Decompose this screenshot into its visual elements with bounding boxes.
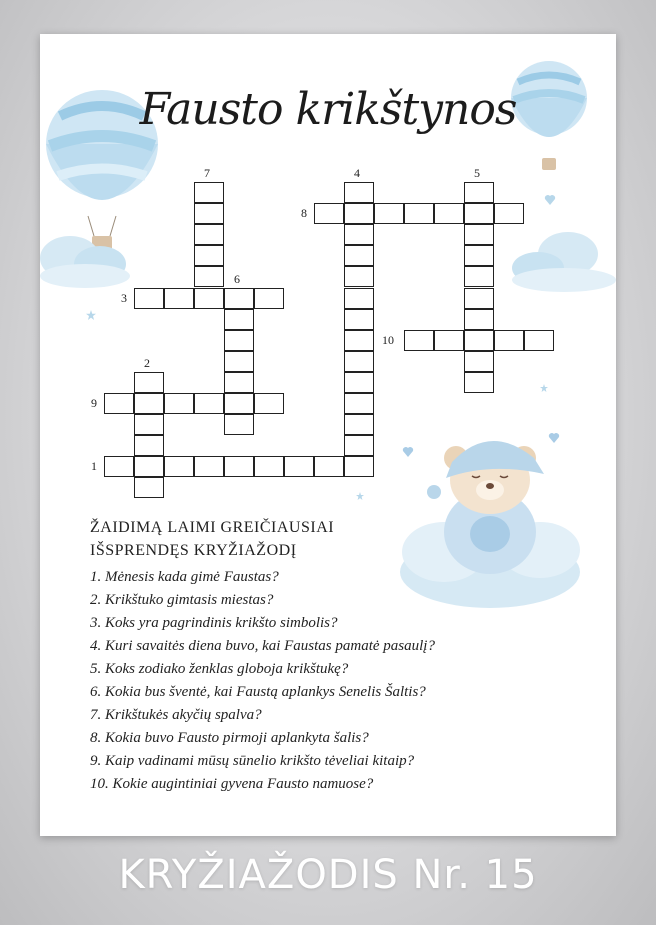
crossword-cell[interactable] <box>464 203 494 224</box>
crossword-cell[interactable] <box>344 330 374 351</box>
clue-number: 6 <box>234 271 240 286</box>
crossword-cell[interactable] <box>344 393 374 414</box>
crossword-cell[interactable] <box>194 266 224 287</box>
crossword-cell[interactable] <box>494 330 524 351</box>
crossword-cell[interactable] <box>134 393 164 414</box>
crossword-cell[interactable] <box>344 288 374 309</box>
crossword-cell[interactable] <box>464 372 494 393</box>
crossword-cell[interactable] <box>464 288 494 309</box>
crossword-cell[interactable] <box>284 456 314 477</box>
crossword-cell[interactable] <box>224 288 254 309</box>
clue-item: 5. Koks zodiako ženklas globoja krikštukę? <box>90 661 349 677</box>
clue-item: 7. Krikštukės akyčių spalva? <box>90 707 262 723</box>
crossword-cell[interactable] <box>344 372 374 393</box>
crossword-cell[interactable] <box>134 456 164 477</box>
crossword-cell[interactable] <box>254 456 284 477</box>
crossword-cell[interactable] <box>224 330 254 351</box>
crossword-cell[interactable] <box>374 203 404 224</box>
clue-item: 2. Krikštuko gimtasis miestas? <box>90 592 274 608</box>
clue-number: 3 <box>121 290 127 305</box>
clue-item: 4. Kuri savaitės diena buvo, kai Faustas pamatė pasaulį? <box>90 638 435 654</box>
crossword-cell[interactable] <box>344 266 374 287</box>
crossword-cell[interactable] <box>224 393 254 414</box>
heart-icon <box>402 446 414 457</box>
crossword-cell[interactable] <box>464 182 494 203</box>
crossword-cell[interactable] <box>344 245 374 266</box>
crossword-cell[interactable] <box>134 414 164 435</box>
star-icon <box>540 384 548 392</box>
clue-list <box>90 566 435 796</box>
crossword-cell[interactable] <box>344 309 374 330</box>
crossword-cell[interactable] <box>224 351 254 372</box>
clue-item: 9. Kaip vadinami mūsų sūnelio krikšto tėveliai kitaip? <box>90 753 415 769</box>
clue-number: 7 <box>204 166 210 180</box>
crossword-cell[interactable] <box>464 309 494 330</box>
crossword-cell[interactable] <box>344 182 374 203</box>
page-title: Fausto krikštynos <box>139 84 517 135</box>
crossword-cell[interactable] <box>464 330 494 351</box>
crossword-cell[interactable] <box>434 330 464 351</box>
crossword-cell[interactable] <box>164 288 194 309</box>
crossword-cell[interactable] <box>224 372 254 393</box>
crossword-cell[interactable] <box>344 435 374 456</box>
crossword-cell[interactable] <box>344 203 374 224</box>
crossword-cell[interactable] <box>134 372 164 393</box>
crossword-cell[interactable] <box>254 288 284 309</box>
crossword-cell[interactable] <box>164 393 194 414</box>
crossword-cell[interactable] <box>254 393 284 414</box>
crossword-cell[interactable] <box>134 477 164 498</box>
crossword-cell[interactable] <box>494 203 524 224</box>
instructions-heading <box>90 516 334 562</box>
crossword-cell[interactable] <box>164 456 194 477</box>
clue-item: 10. Kokie augintiniai gyvena Fausto namuose? <box>90 776 374 792</box>
clue-item: 3. Koks yra pagrindinis krikšto simbolis? <box>90 615 338 631</box>
clue-item: 6. Kokia bus šventė, kai Faustą aplankys Senelis Šaltis? <box>90 684 426 700</box>
crossword-cell[interactable] <box>104 456 134 477</box>
clue-number: 4 <box>354 166 360 180</box>
crossword-cell[interactable] <box>224 414 254 435</box>
clue-number: 2 <box>144 355 150 370</box>
crossword-cell[interactable] <box>194 393 224 414</box>
crossword-cell[interactable] <box>194 224 224 245</box>
cloud-left-icon <box>40 226 135 288</box>
clue-number: 5 <box>474 166 480 180</box>
crossword-cell[interactable] <box>134 288 164 309</box>
crossword-cell[interactable] <box>224 456 254 477</box>
crossword-cell[interactable] <box>194 245 224 266</box>
footer-label: KRYŽIAŽODIS Nr. 15 <box>118 852 538 898</box>
crossword-cell[interactable] <box>524 330 554 351</box>
clue-item: 1. Mėnesis kada gimė Faustas? <box>90 569 279 585</box>
crossword-cell[interactable] <box>464 266 494 287</box>
crossword-cell[interactable] <box>194 182 224 203</box>
heart-icon <box>544 194 556 205</box>
crossword-cell[interactable] <box>314 203 344 224</box>
crossword-cell[interactable] <box>134 435 164 456</box>
crossword-cell[interactable] <box>194 203 224 224</box>
crossword-cell[interactable] <box>104 393 134 414</box>
star-icon <box>356 492 364 500</box>
crossword-cell[interactable] <box>344 456 374 477</box>
crossword-cell[interactable] <box>194 456 224 477</box>
star-icon <box>86 310 96 320</box>
clue-item: 8. Kokia buvo Fausto pirmoji aplankyta šalis? <box>90 730 369 746</box>
clue-number: 8 <box>301 206 307 221</box>
crossword-cell[interactable] <box>344 351 374 372</box>
crossword-cell[interactable] <box>434 203 464 224</box>
instructions-heading-line: IŠSPRENDĘS KRYŽIAŽODĮ <box>90 542 297 559</box>
crossword-cell[interactable] <box>404 203 434 224</box>
crossword-cell[interactable] <box>464 351 494 372</box>
crossword-cell[interactable] <box>344 414 374 435</box>
crossword-cell[interactable] <box>194 288 224 309</box>
crossword-cell[interactable] <box>344 224 374 245</box>
crossword-cell[interactable] <box>314 456 344 477</box>
instructions-heading-line: ŽAIDIMĄ LAIMI GREIČIAUSIAI <box>90 519 335 536</box>
crossword-cell[interactable] <box>224 309 254 330</box>
crossword-cell[interactable] <box>464 224 494 245</box>
heart-icon <box>548 432 560 443</box>
cloud-right-icon <box>508 228 616 292</box>
crossword-cell[interactable] <box>464 245 494 266</box>
clue-number: 10 <box>382 332 394 347</box>
clue-number: 9 <box>91 396 97 410</box>
crossword-cell[interactable] <box>404 330 434 351</box>
clue-number: 1 <box>91 459 97 474</box>
